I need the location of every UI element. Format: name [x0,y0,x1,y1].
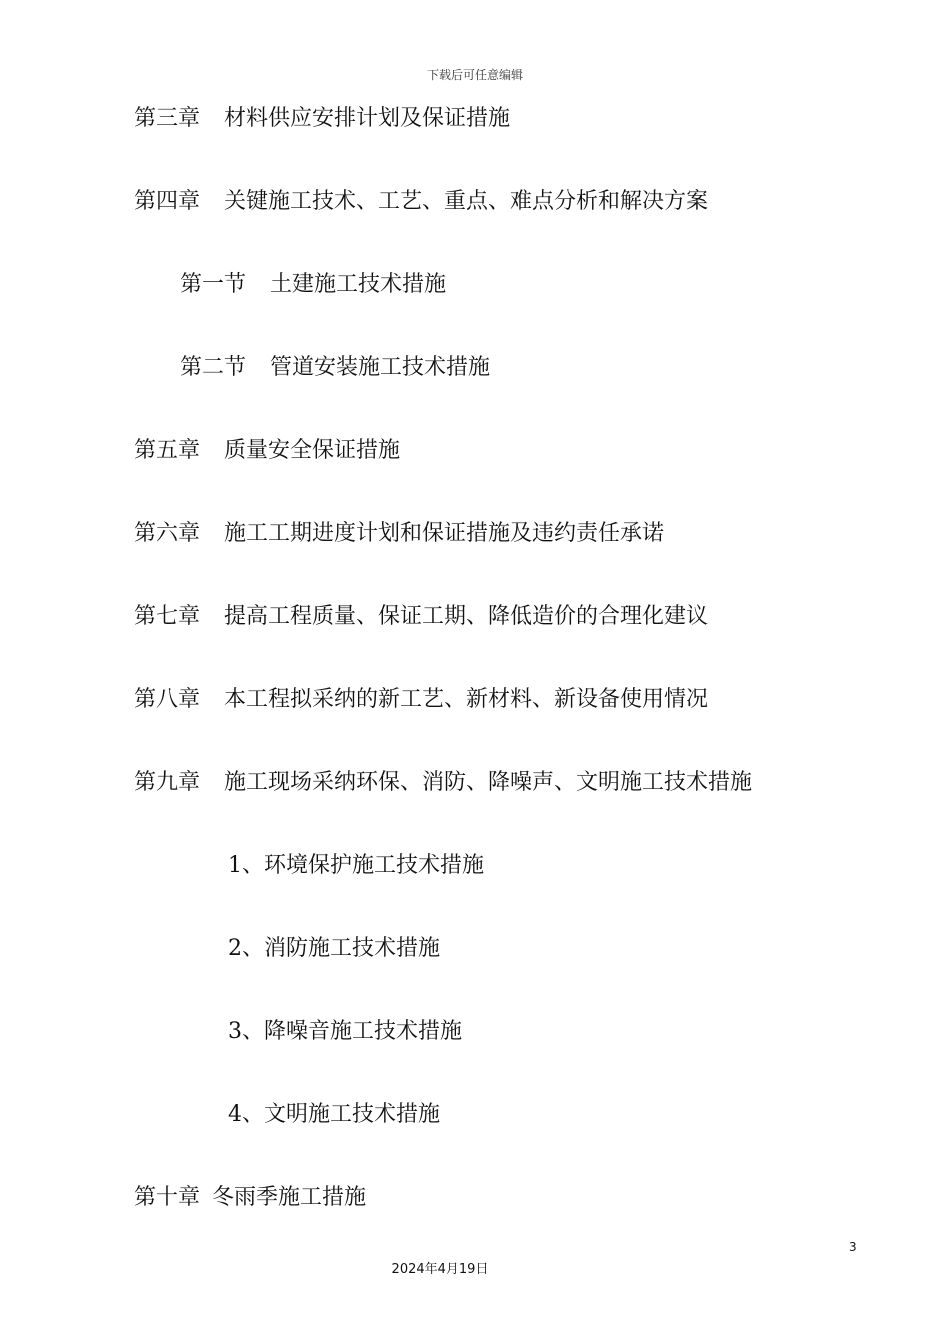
toc-entry-number: 第五章 [134,438,201,463]
toc-entry-title: 施工工期进度计划和保证措施及违约责任承诺 [224,521,665,546]
toc-subentry-4: 4、文明施工技术措施 [228,1102,440,1127]
page-number: 3 [849,1240,857,1254]
toc-entry-section-2 [180,353,490,383]
toc-entry-title: 管道安装施工技术措施 [270,355,491,380]
toc-entry-chapter-3 [134,104,510,134]
toc-subentry-3: 3、降噪音施工技术措施 [228,1019,462,1044]
toc-entry-number: 第三章 [134,106,201,131]
toc-entry-number: 第一节 [180,272,247,297]
toc-entry-title: 质量安全保证措施 [224,438,401,463]
toc-entry-number: 第四章 [134,189,201,214]
footer-date: 2024年4月19日 [391,1262,489,1277]
toc-entry-title: 土建施工技术措施 [270,272,447,297]
toc-entry-chapter-10 [134,1183,366,1213]
toc-entry-chapter-9 [134,768,752,798]
toc-entry-section-1 [180,270,446,300]
toc-entry-chapter-6 [134,519,664,549]
toc-entry-chapter-7 [134,602,708,632]
toc-subentry-2: 2、消防施工技术措施 [228,936,440,961]
toc-entry-number: 第八章 [134,687,201,712]
toc-entry-number: 第十章 [134,1185,201,1210]
toc-entry-chapter-8 [134,685,708,715]
toc-entry-chapter-5 [134,436,400,466]
toc-entry-title: 提高工程质量、保证工期、降低造价的合理化建议 [224,604,709,629]
toc-entry-number: 第九章 [134,770,201,795]
page-header: 下载后可任意编辑 [426,68,523,82]
toc-entry-title: 关键施工技术、工艺、重点、难点分析和解决方案 [224,189,709,214]
toc-entry-title: 施工现场采纳环保、消防、降噪声、文明施工技术措施 [224,770,753,795]
toc-subentry-1: 1、环境保护施工技术措施 [228,853,484,878]
toc-entry-title: 冬雨季施工措施 [212,1185,367,1210]
toc-entry-chapter-4 [134,187,708,217]
toc-entry-title: 材料供应安排计划及保证措施 [224,106,511,131]
toc-entry-number: 第二节 [180,355,247,380]
toc-entry-number: 第七章 [134,604,201,629]
toc-entry-title: 本工程拟采纳的新工艺、新材料、新设备使用情况 [224,687,709,712]
toc-entry-number: 第六章 [134,521,201,546]
